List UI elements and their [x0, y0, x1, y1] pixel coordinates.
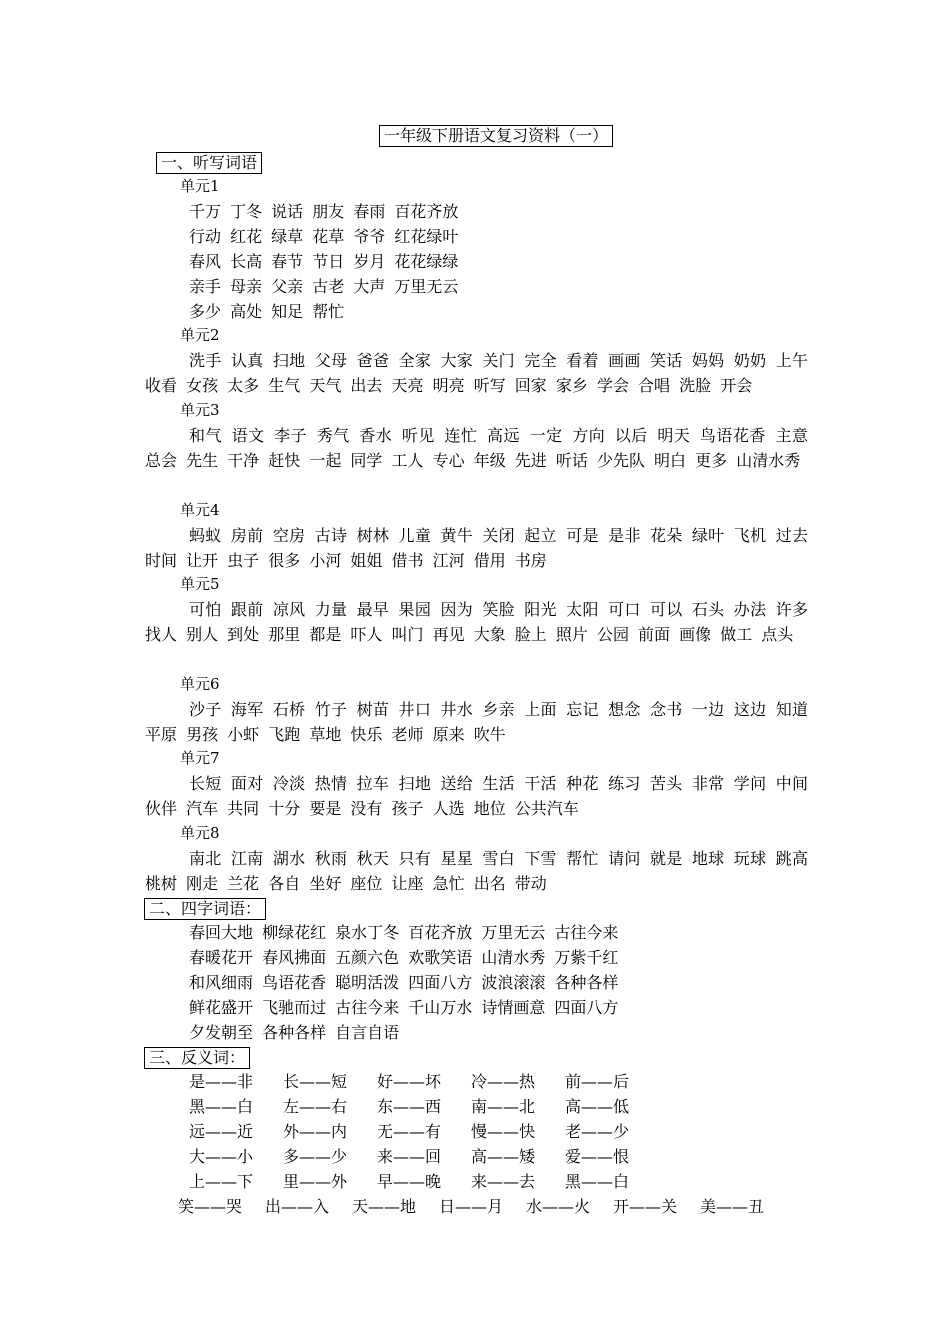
antonym-pair: 水——火	[526, 1197, 591, 1216]
word-paragraph: 和气 语文 李子 秀气 香水 听见 连忙 高远 一定 方向 以后 明天 鸟语花香 主意 总会 先生 干净 赶快 一起 同学 工人 专心 年级 先进 听话 少先队 明白 更多 山清水秀	[145, 426, 808, 470]
word-paragraph: 蚂蚁 房前 空房 古诗 树林 儿童 黄牛 关闭 起立 可是 是非 花朵 绿叶 飞机 过去 时间 让开 虫子 很多 小河 姐姐 借书 江河 借用 书房	[145, 526, 808, 570]
antonym-pair: 来——回	[377, 1147, 442, 1166]
antonym-pair: 黑——白	[565, 1172, 630, 1191]
antonym-pair: 上——下	[189, 1172, 254, 1191]
antonym-pair: 前——后	[565, 1072, 630, 1091]
antonym-row	[189, 1144, 659, 1169]
antonym-pair: 美——丑	[700, 1197, 765, 1216]
unit-label: 单元3	[180, 401, 220, 419]
section-heading-antonyms: 三、反义词：	[144, 1047, 250, 1069]
antonym-pair: 高——矮	[471, 1147, 536, 1166]
antonym-pair: 开——关	[613, 1197, 678, 1216]
antonym-pair: 天——地	[352, 1197, 417, 1216]
word-paragraph: 南北 江南 湖水 秋雨 秋天 只有 星星 雪白 下雪 帮忙 请问 就是 地球 玩球 跳高 桃树 刚走 兰花 各自 坐好 座位 让座 急忙 出名 带动	[145, 849, 808, 893]
word-line: 行动 红花 绿草 花草 爷爷 红花绿叶	[189, 227, 459, 246]
word-line: 千万 丁冬 说话 朋友 春雨 百花齐放	[189, 202, 459, 221]
antonym-row	[189, 1169, 659, 1194]
word-paragraph: 可怕 跟前 凉风 力量 最早 果园 因为 笑脸 阳光 太阳 可口 可以 石头 办法 许多 找人 别人 到处 那里 都是 吓人 叫门 再见 大象 脸上 照片 公园 前面 画像 做工 点头	[145, 600, 808, 644]
antonym-pair: 多——少	[283, 1147, 348, 1166]
word-line: 亲手 母亲 父亲 古老 大声 万里无云	[189, 277, 459, 296]
page-title: 一年级下册语文复习资料（一）	[379, 125, 613, 147]
antonym-pair: 早——晚	[377, 1172, 442, 1191]
word-paragraph: 沙子 海军 石桥 竹子 树苗 井口 井水 乡亲 上面 忘记 想念 念书 一边 这边 知道 平原 男孩 小虾 飞跑 草地 快乐 老师 原来 吹牛	[145, 700, 808, 744]
idiom-line: 和风细雨 鸟语花香 聪明活泼 四面八方 波浪滚滚 各种各样	[189, 973, 619, 992]
unit-label: 单元2	[180, 326, 220, 344]
antonym-pair: 好——坏	[377, 1072, 442, 1091]
antonym-pair: 远——近	[189, 1122, 254, 1141]
antonym-pair: 长——短	[283, 1072, 348, 1091]
unit-label: 单元7	[180, 749, 220, 767]
antonym-pair: 外——内	[283, 1122, 348, 1141]
word-line: 多少 高处 知足 帮忙	[189, 302, 345, 321]
section-heading-idioms: 二、四字词语：	[144, 898, 266, 920]
antonym-pair: 日——月	[439, 1197, 504, 1216]
antonym-pair: 大——小	[189, 1147, 254, 1166]
antonym-row	[189, 1094, 659, 1119]
antonym-pair: 爱——恨	[565, 1147, 630, 1166]
antonym-pair: 东——西	[377, 1097, 442, 1116]
idiom-line: 春暖花开 春风拂面 五颜六色 欢歌笑语 山清水秀 万紫千红	[189, 948, 619, 967]
antonym-row	[189, 1119, 659, 1144]
section-heading-dictation: 一、听写词语	[156, 152, 262, 174]
antonym-pair: 出——入	[265, 1197, 330, 1216]
unit-label: 单元5	[180, 575, 220, 593]
unit-label: 单元1	[180, 177, 220, 195]
unit-label: 单元8	[180, 824, 220, 842]
idiom-line: 鲜花盛开 飞驰而过 古往今来 千山万水 诗情画意 四面八方	[189, 998, 619, 1017]
word-paragraph: 长短 面对 冷淡 热情 拉车 扫地 送给 生活 干活 种花 练习 苦头 非常 学问 中间 伙伴 汽车 共同 十分 要是 没有 孩子 人选 地位 公共汽车	[145, 774, 808, 818]
antonym-pair: 慢——快	[471, 1122, 536, 1141]
antonym-pair: 老——少	[565, 1122, 630, 1141]
antonym-pair: 左——右	[283, 1097, 348, 1116]
antonym-row	[189, 1069, 659, 1094]
unit-label: 单元4	[180, 501, 220, 519]
idiom-line: 夕发朝至 各种各样 自言自语	[189, 1023, 400, 1042]
antonym-pair: 来——去	[471, 1172, 536, 1191]
word-paragraph: 洗手 认真 扫地 父母 爸爸 全家 大家 关门 完全 看着 画画 笑话 妈妈 奶奶 上午 收看 女孩 太多 生气 天气 出去 天亮 明亮 听写 回家 家乡 学会 合唱 洗脸 开会	[145, 351, 808, 395]
antonym-pair: 冷——热	[471, 1072, 536, 1091]
idiom-line: 春回大地 柳绿花红 泉水丁冬 百花齐放 万里无云 古往今来	[189, 923, 619, 942]
antonym-pair: 笑——哭	[178, 1197, 243, 1216]
word-line: 春风 长高 春节 节日 岁月 花花绿绿	[189, 252, 459, 271]
antonym-pair: 里——外	[283, 1172, 348, 1191]
unit-label: 单元6	[180, 675, 220, 693]
antonym-pair: 黑——白	[189, 1097, 254, 1116]
antonym-pair: 南——北	[471, 1097, 536, 1116]
antonym-row	[178, 1194, 787, 1219]
antonym-pair: 是——非	[189, 1072, 254, 1091]
antonym-pair: 无——有	[377, 1122, 442, 1141]
antonym-pair: 高——低	[565, 1097, 630, 1116]
